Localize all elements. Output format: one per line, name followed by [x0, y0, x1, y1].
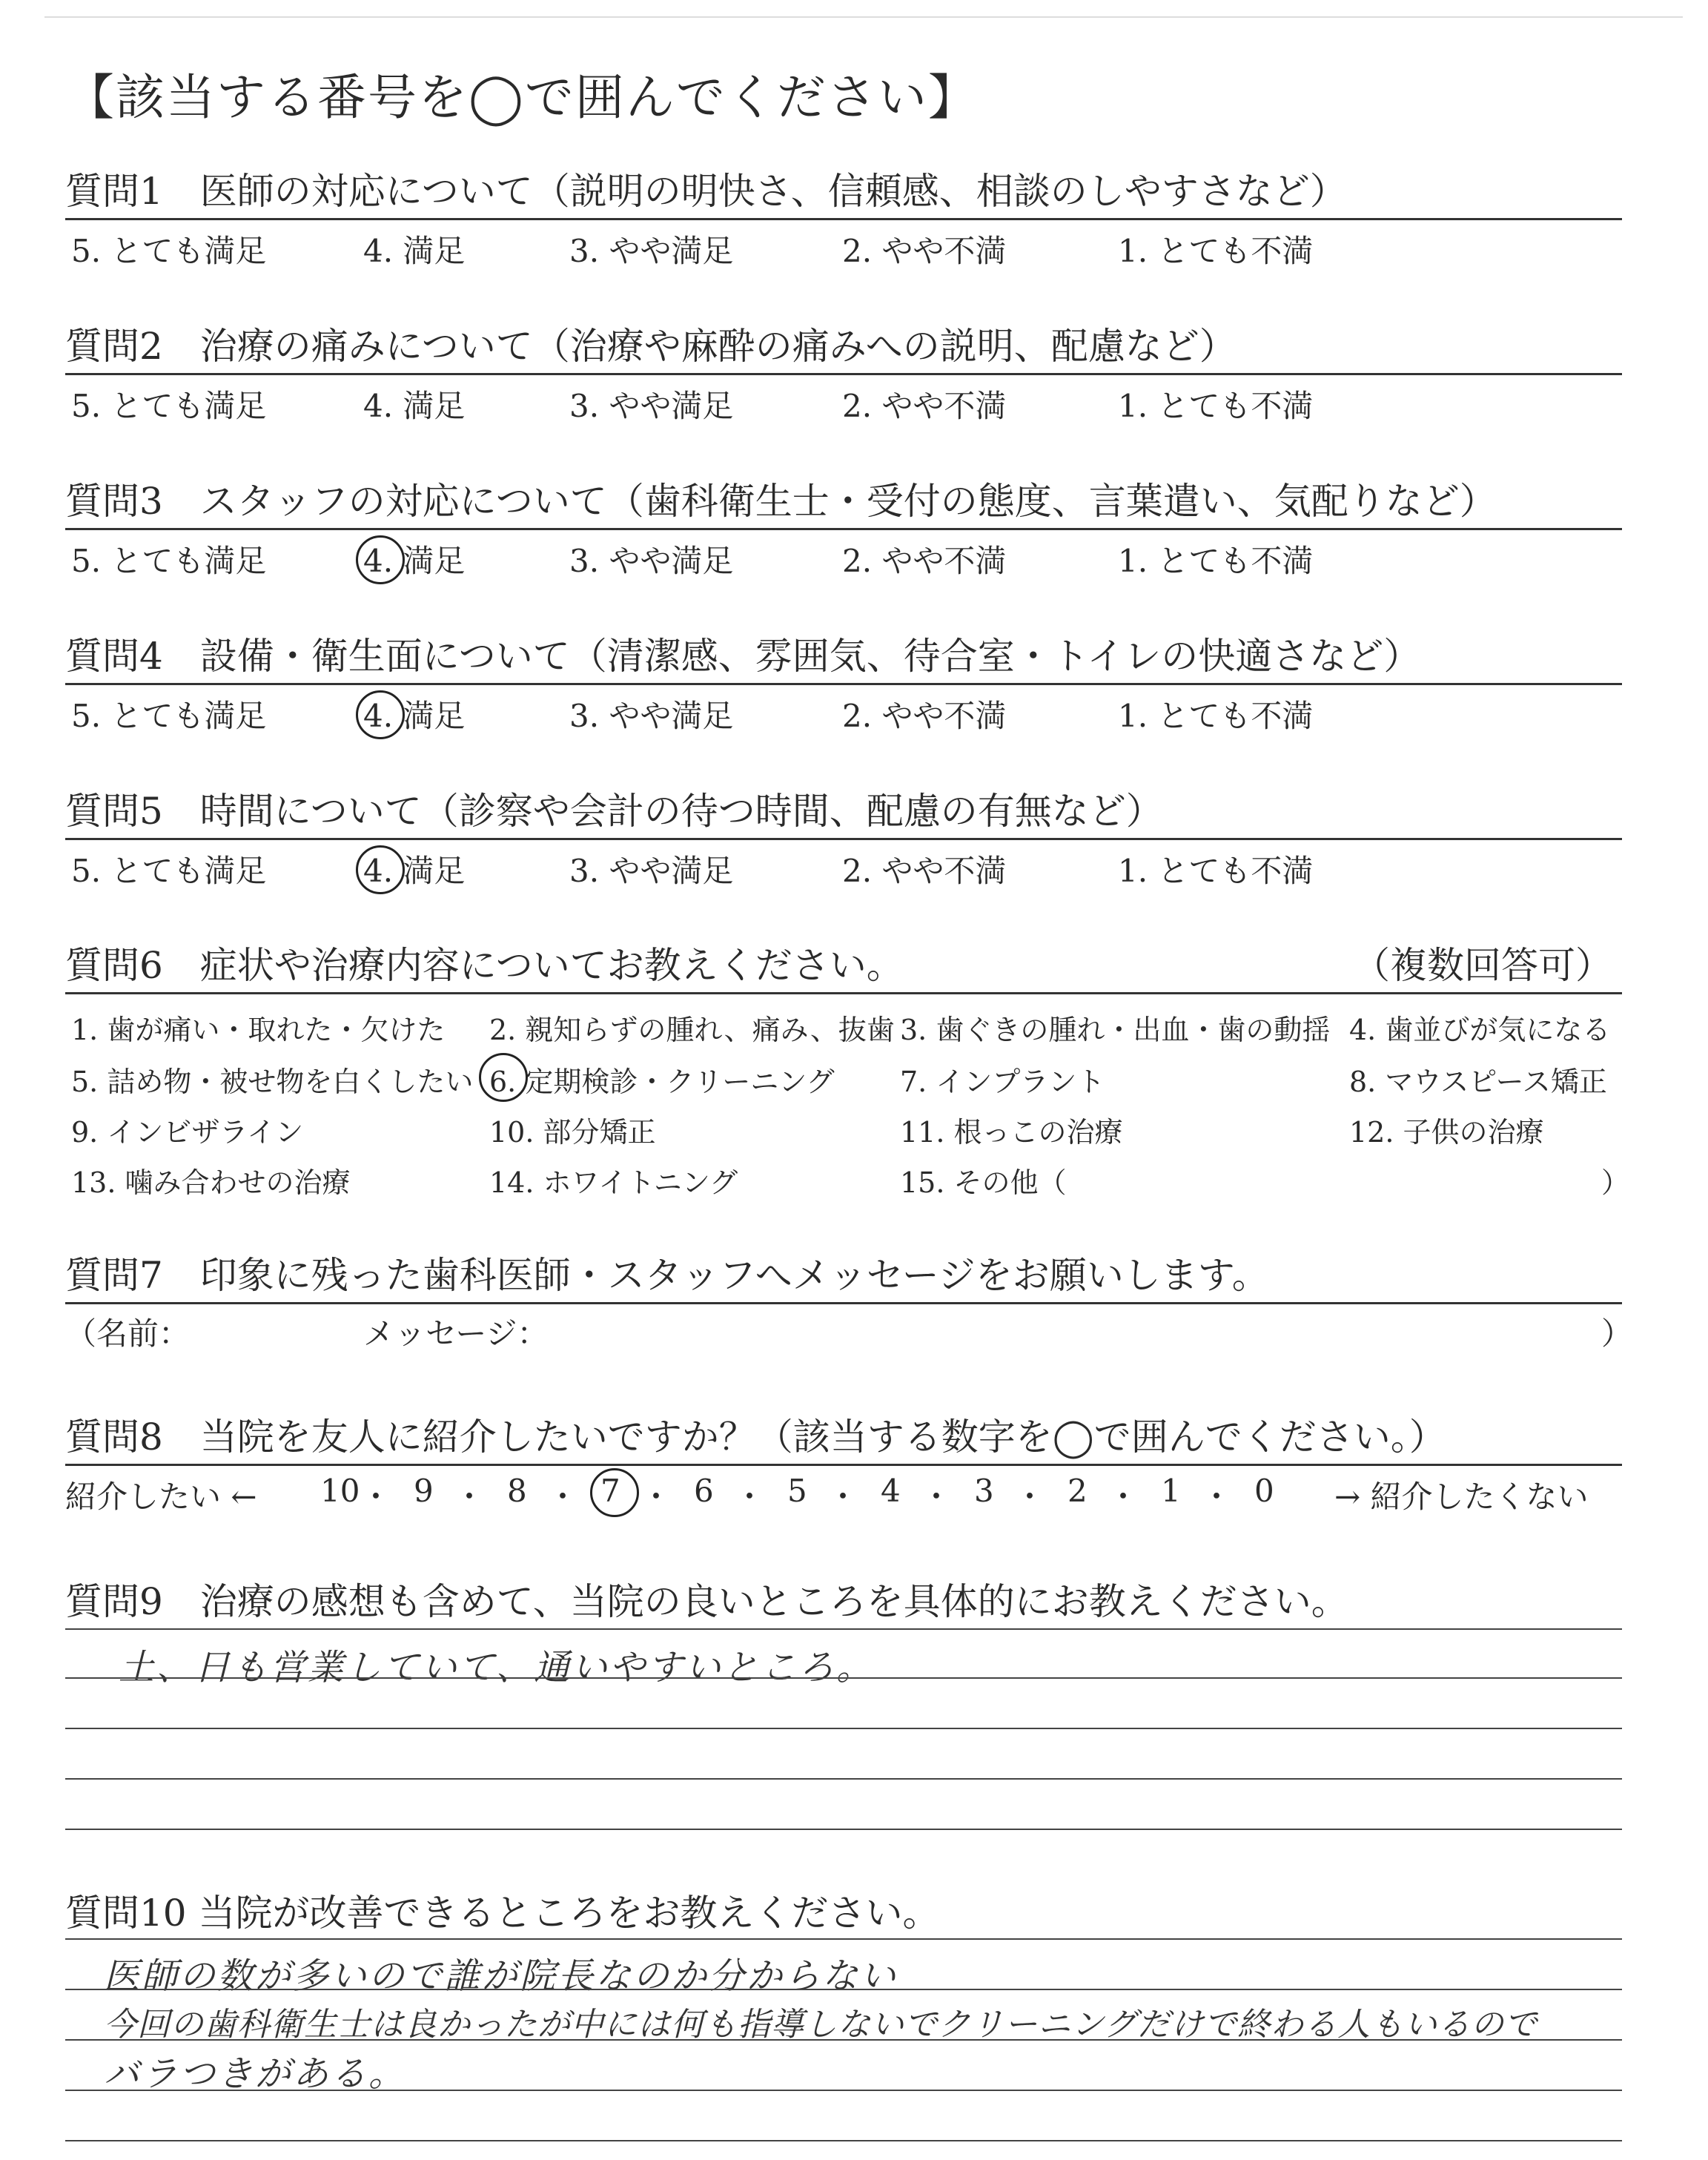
q8-scale-10[interactable]: 10 [320, 1473, 360, 1509]
q8-separator: ・ [547, 1479, 579, 1515]
q1-rule [65, 218, 1622, 220]
q8-separator: ・ [1108, 1479, 1139, 1515]
q9-answer-line-1: 土、日も営業していて、通いやすいところ。 [119, 1647, 875, 1688]
q9-writing-line [65, 1728, 1622, 1729]
q4-option-4[interactable]: 4. 満足 [363, 698, 466, 734]
q1-option-5[interactable]: 5. とても満足 [71, 233, 267, 269]
q1-option-2[interactable]: 2. やや不満 [842, 233, 1007, 269]
q9-writing-line [65, 1677, 1622, 1679]
selection-circle [590, 1468, 639, 1517]
q2-rule [65, 373, 1622, 375]
q8-scale-3[interactable]: 3 [974, 1473, 994, 1509]
q3-rule [65, 528, 1622, 530]
q8-scale-5[interactable]: 5 [787, 1473, 807, 1509]
q8-scale-7[interactable]: 7 [600, 1473, 620, 1509]
selection-circle [356, 690, 405, 739]
q6-option-14[interactable]: 14. ホワイトニング [489, 1166, 738, 1199]
q7-rule [65, 1302, 1622, 1304]
q5-option-5[interactable]: 5. とても満足 [71, 853, 267, 889]
q1-option-4[interactable]: 4. 満足 [363, 233, 466, 269]
q8-left-label: 紹介したい ← [65, 1479, 257, 1515]
q8-separator: ・ [454, 1479, 486, 1515]
q9-title: 質問9 治療の感想も含めて、当院の良いところを具体的にお教えください。 [65, 1580, 1348, 1623]
scan-edge [44, 16, 1683, 18]
q6-option-2[interactable]: 2. 親知らずの腫れ、痛み、抜歯 [489, 1014, 895, 1046]
q6-option-8[interactable]: 8. マウスピース矯正 [1349, 1066, 1607, 1098]
selection-circle [356, 845, 405, 894]
q1-option-3[interactable]: 3. やや満足 [569, 233, 734, 269]
q6-other-close: ） [1601, 1166, 1630, 1199]
q3-option-4[interactable]: 4. 満足 [363, 543, 466, 579]
q6-option-10[interactable]: 10. 部分矯正 [489, 1116, 656, 1149]
q2-option-1[interactable]: 1. とても不満 [1118, 388, 1314, 424]
q2-option-4[interactable]: 4. 満足 [363, 388, 466, 424]
q6-option-9[interactable]: 9. インビザライン [71, 1116, 304, 1149]
q8-separator: ・ [360, 1479, 392, 1515]
q9-writing-line [65, 1778, 1622, 1780]
q8-scale-1[interactable]: 1 [1161, 1473, 1181, 1509]
q6-option-5[interactable]: 5. 詰め物・被せ物を白くしたい [71, 1066, 474, 1098]
q10-answer-line-2: 今回の歯科衛生士は良かったが中には何も指導しないでクリーニングだけで終わる人もいるので [104, 2006, 1538, 2044]
q1-title: 質問1 医師の対応について（説明の明快さ、信頼感、相談のしやすさなど） [65, 170, 1347, 213]
q10-writing-line [65, 2090, 1622, 2091]
q8-scale-8[interactable]: 8 [507, 1473, 527, 1509]
q10-writing-line [65, 2039, 1622, 2041]
q9-writing-line [65, 1829, 1622, 1830]
q2-title: 質問2 治療の痛みについて（治療や麻酔の痛みへの説明、配慮など） [65, 325, 1237, 368]
q6-option-13[interactable]: 13. 噛み合わせの治療 [71, 1166, 351, 1199]
q10-writing-line [65, 2140, 1622, 2141]
q6-option-15[interactable]: 15. その他（ [900, 1166, 1067, 1199]
q4-option-3[interactable]: 3. やや満足 [569, 698, 734, 734]
q6-option-1[interactable]: 1. 歯が痛い・取れた・欠けた [71, 1014, 446, 1046]
q3-option-3[interactable]: 3. やや満足 [569, 543, 734, 579]
q6-note: （複数回答可） [1353, 944, 1612, 987]
q4-option-1[interactable]: 1. とても不満 [1118, 698, 1314, 734]
q2-option-5[interactable]: 5. とても満足 [71, 388, 267, 424]
q8-scale-6[interactable]: 6 [694, 1473, 714, 1509]
q3-option-1[interactable]: 1. とても不満 [1118, 543, 1314, 579]
q7-message-label: メッセージ： [363, 1315, 549, 1352]
page-heading: 【該当する番号を◯で囲んでください】 [65, 69, 979, 126]
q4-title: 質問4 設備・衛生面について（清潔感、雰囲気、待合室・トイレの快適さなど） [65, 635, 1421, 678]
q6-option-7[interactable]: 7. インプラント [900, 1066, 1105, 1098]
q3-title: 質問3 スタッフの対応について（歯科衛生士・受付の態度、言葉遣い、気配りなど） [65, 480, 1497, 523]
q8-title: 質問8 当院を友人に紹介したいですか？（該当する数字を◯で囲んでください。） [65, 1416, 1446, 1459]
q5-option-3[interactable]: 3. やや満足 [569, 853, 734, 889]
q5-title: 質問5 時間について（診察や会計の待つ時間、配慮の有無など） [65, 790, 1163, 833]
selection-circle [356, 535, 405, 584]
q10-answer-line-1: 医師の数が多いので誰が院長なのか分からない [104, 1955, 898, 1997]
q8-rule [65, 1464, 1622, 1466]
q10-rule [65, 1938, 1622, 1940]
q8-scale-9[interactable]: 9 [414, 1473, 434, 1509]
q6-rule [65, 992, 1622, 994]
q7-name-label: （名前： [65, 1315, 191, 1352]
q8-separator: ・ [921, 1479, 953, 1515]
q5-option-2[interactable]: 2. やや不満 [842, 853, 1007, 889]
q8-scale-0[interactable]: 0 [1254, 1473, 1274, 1509]
q5-rule [65, 838, 1622, 840]
q8-separator: ・ [1014, 1479, 1046, 1515]
q6-option-12[interactable]: 12. 子供の治療 [1349, 1116, 1544, 1149]
q3-option-5[interactable]: 5. とても満足 [71, 543, 267, 579]
q8-separator: ・ [827, 1479, 859, 1515]
q9-rule [65, 1628, 1622, 1630]
selection-circle [479, 1053, 528, 1102]
q8-separator: ・ [640, 1479, 672, 1515]
q8-separator: ・ [1201, 1479, 1233, 1515]
q8-separator: ・ [734, 1479, 766, 1515]
q8-scale-2[interactable]: 2 [1068, 1473, 1088, 1509]
q10-answer-line-3: バラつきがある。 [104, 2053, 407, 2095]
q10-title: 質問10 当院が改善できるところをお教えください。 [65, 1892, 940, 1935]
q6-option-11[interactable]: 11. 根っこの治療 [900, 1116, 1123, 1149]
q6-option-4[interactable]: 4. 歯並びが気になる [1349, 1014, 1611, 1046]
q4-option-2[interactable]: 2. やや不満 [842, 698, 1007, 734]
q3-option-2[interactable]: 2. やや不満 [842, 543, 1007, 579]
q7-close: ） [1601, 1315, 1633, 1352]
q5-option-4[interactable]: 4. 満足 [363, 853, 466, 889]
q1-option-1[interactable]: 1. とても不満 [1118, 233, 1314, 269]
q6-option-3[interactable]: 3. 歯ぐきの腫れ・出血・歯の動揺 [900, 1014, 1331, 1046]
q2-option-2[interactable]: 2. やや不満 [842, 388, 1007, 424]
q4-option-5[interactable]: 5. とても満足 [71, 698, 267, 734]
q8-right-label: → 紹介したくない [1334, 1479, 1589, 1515]
q6-title: 質問6 症状や治療内容についてお教えください。 [65, 944, 904, 987]
q4-rule [65, 683, 1622, 685]
q10-writing-line [65, 1989, 1622, 1990]
q5-option-1[interactable]: 1. とても不満 [1118, 853, 1314, 889]
q7-title: 質問7 印象に残った歯科医師・スタッフへメッセージをお願いします。 [65, 1254, 1269, 1297]
q6-option-6[interactable]: 6. 定期検診・クリーニング [489, 1066, 835, 1098]
q2-option-3[interactable]: 3. やや満足 [569, 388, 734, 424]
q8-scale-4[interactable]: 4 [881, 1473, 901, 1509]
